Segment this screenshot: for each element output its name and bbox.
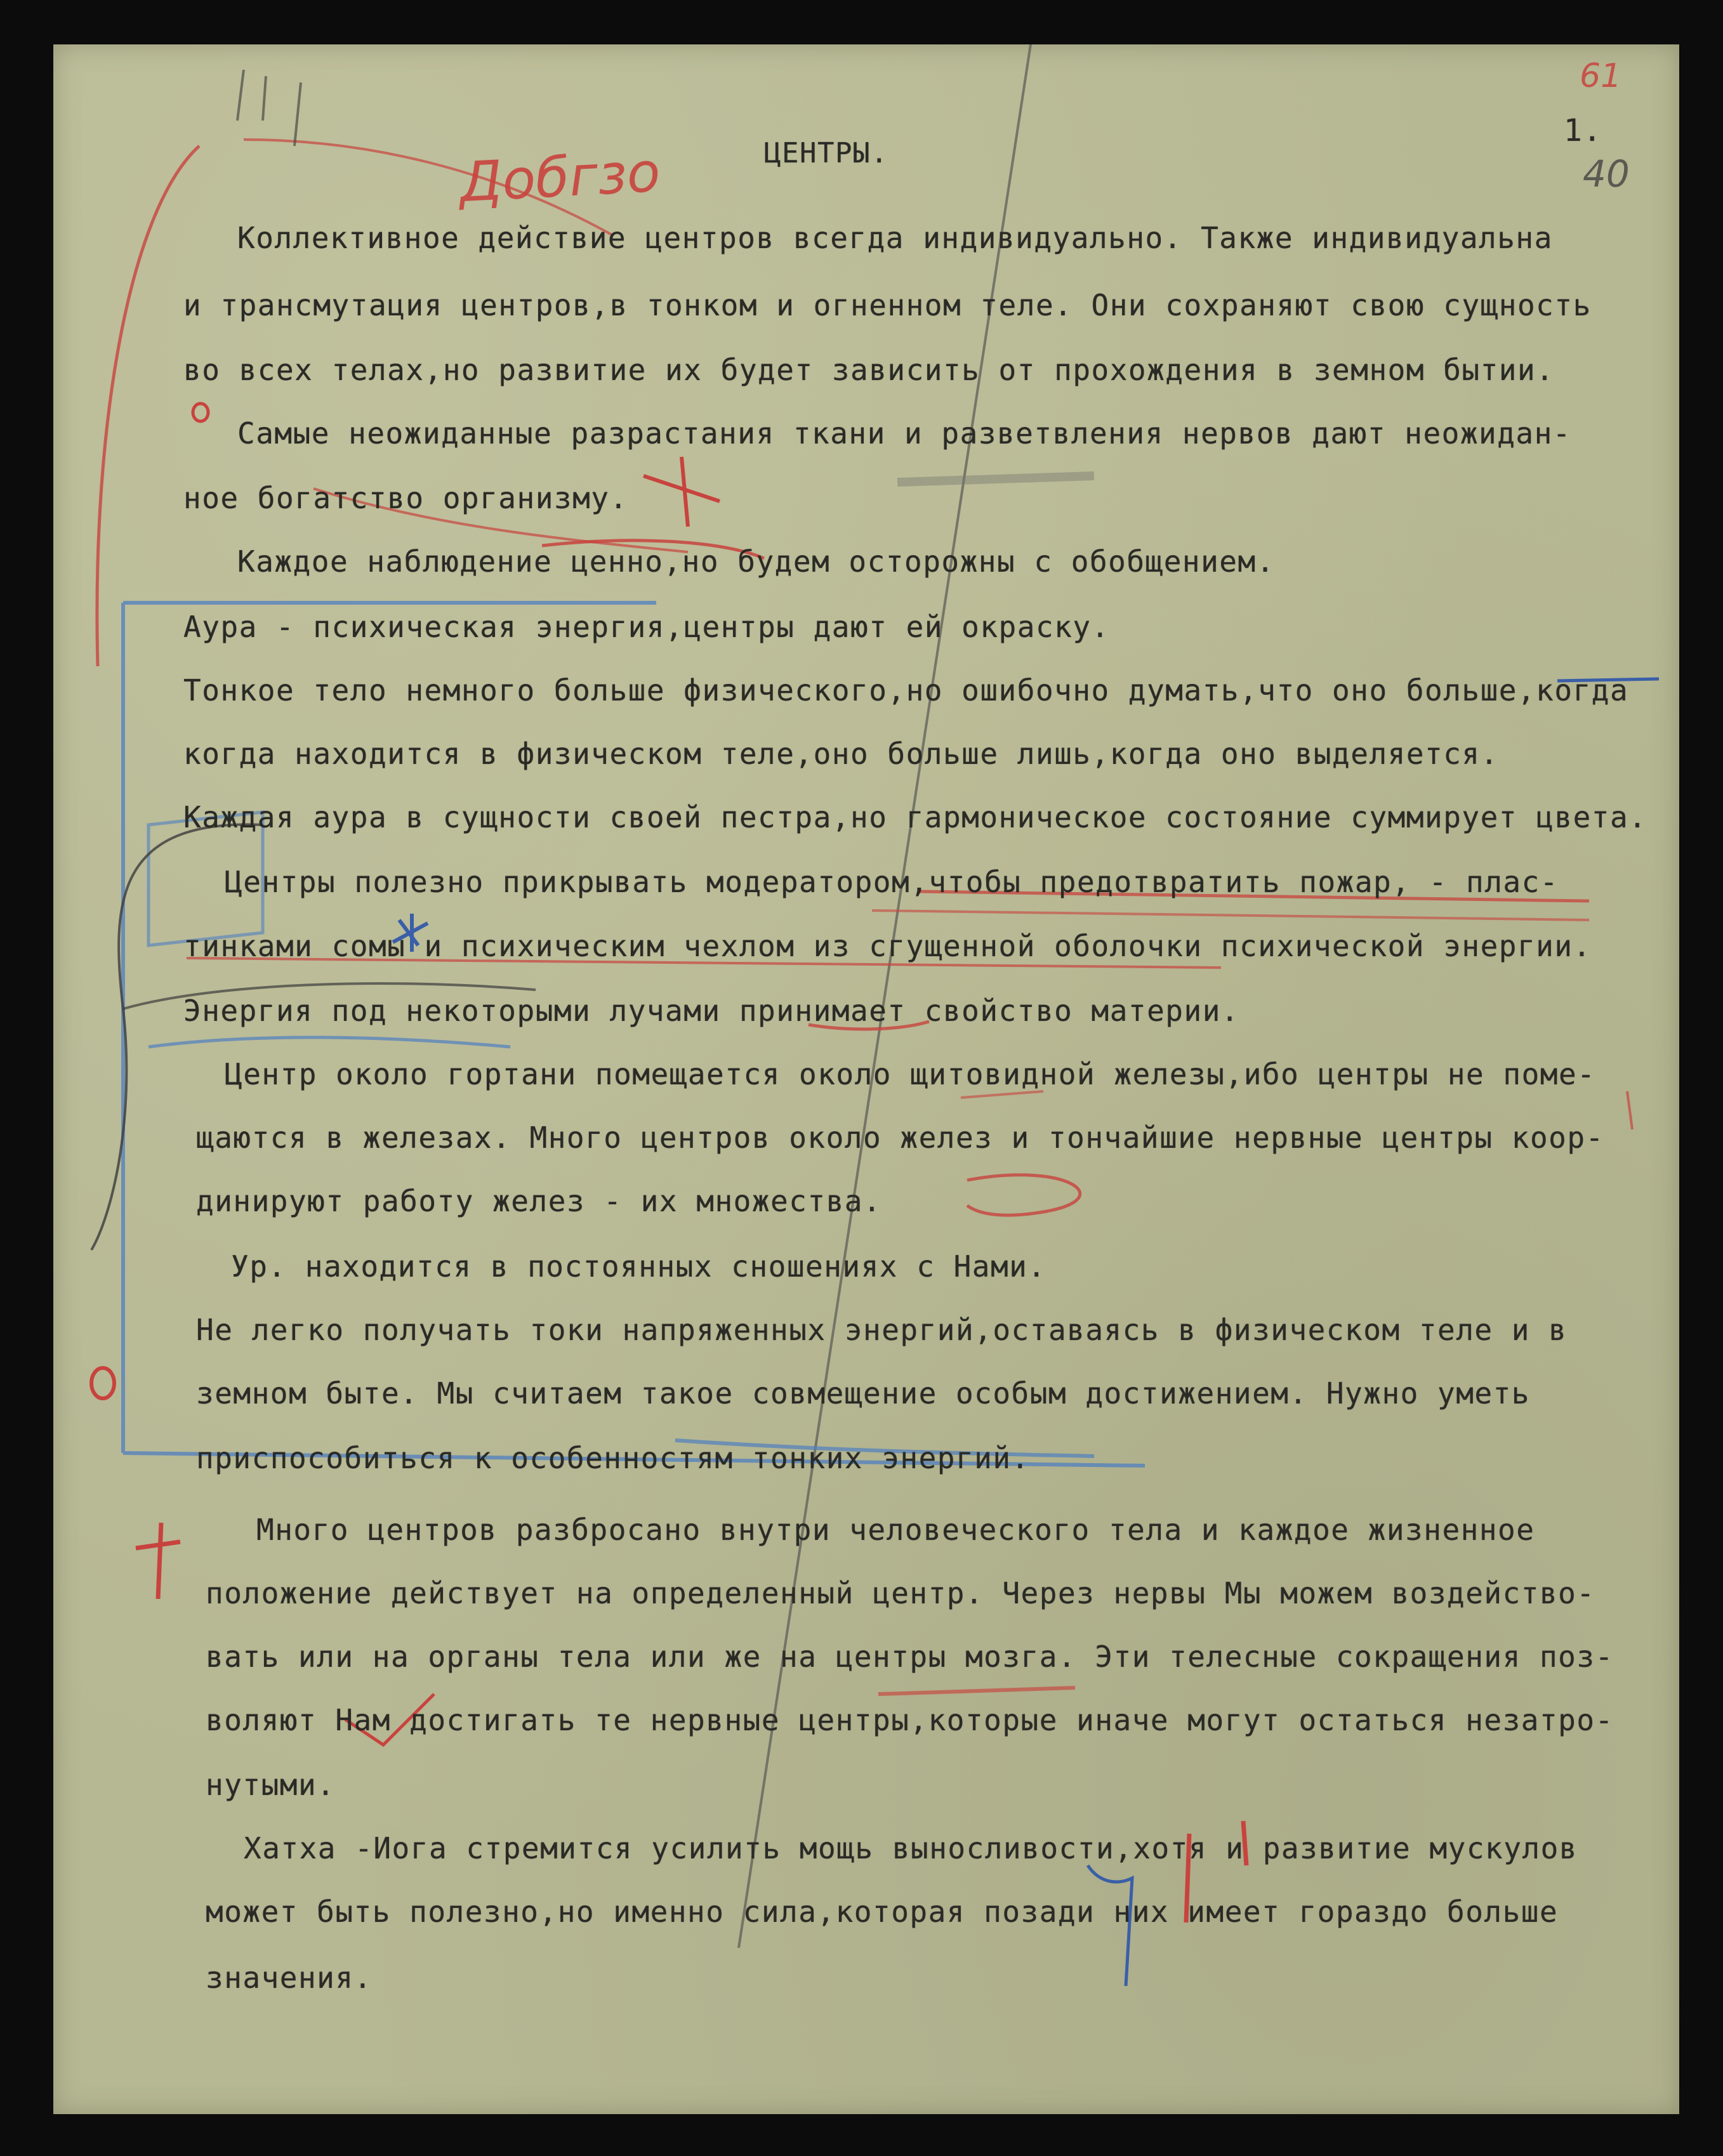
text-line: Не легко получать токи напряженных энергий,оставаясь в физическом теле и в <box>196 1313 1568 1347</box>
text-line: Аура - психическая энергия,центры дают ей окраску. <box>183 610 1110 644</box>
text-line: значения. <box>206 1961 373 1995</box>
handwritten-folio-number: 40 <box>1583 152 1630 195</box>
text-line: Самые неожиданные разрастания ткани и разветвления нервов дают неожидан- <box>237 416 1571 450</box>
text-line: когда находится в физическом теле,оно больше лишь,когда оно выделяется. <box>183 737 1499 771</box>
text-line: во всех телах,но развитие их будет зависить от прохождения в земном бытии. <box>183 353 1555 387</box>
text-line: тинками сомы и психическим чехлом из сгущенной оболочки психической энергии. <box>183 929 1592 963</box>
text-line: Энергия под некоторыми лучами принимает свойство материи. <box>183 994 1240 1028</box>
text-line: нутыми. <box>206 1768 336 1802</box>
text-line: щаются в железах. Много центров около желез и тончайшие нервные центры коор- <box>196 1121 1604 1155</box>
text-line: Хатха -Иога стремится усилить мощь выносливости,хотя и развитие мускулов <box>244 1831 1578 1865</box>
text-line: Тонкое тело немного больше физического,но ошибочно думать,что оно больше,когда <box>183 673 1629 707</box>
text-line: Центр около гортани помещается около щитовидной железы,ибо центры не поме- <box>225 1057 1596 1091</box>
handwritten-red-note: Добгзо <box>458 140 662 215</box>
text-line: может быть полезно,но именно сила,которая позади них имеет гораздо больше <box>206 1895 1559 1929</box>
text-line: Ур. находится в постоянных сношениях с Нами. <box>231 1249 1046 1284</box>
page-title: ЦЕНТРЫ. <box>764 137 888 169</box>
text-line: воляют Нам достигать те нервные центры,которые иначе могут остаться незатро- <box>206 1703 1614 1737</box>
text-line: Каждое наблюдение ценно,но будем осторожны с обобщением. <box>237 544 1275 579</box>
text-line: вать или на органы тела или же на центры мозга. Эти телесные сокращения поз- <box>206 1640 1614 1674</box>
document-page <box>53 44 1679 2114</box>
page-number: 1. <box>1564 113 1602 148</box>
text-line: динируют работу желез - их множества. <box>196 1184 882 1218</box>
text-line: и трансмутация центров,в тонком и огненном теле. Они сохраняют свою сущность <box>183 288 1592 322</box>
text-line: Центры полезно прикрывать модератором,чтобы предотвратить пожар, - плас- <box>225 865 1559 899</box>
text-line: Каждая аура в сущности своей пестра,но гармоническое состояние суммирует цвета. <box>183 800 1647 834</box>
text-line: земном быте. Мы считаем такое совмещение особым достижением. Нужно уметь <box>196 1376 1530 1410</box>
text-line: приспособиться к особенностям тонких энергий. <box>196 1441 1030 1475</box>
text-line: ное богатство организму. <box>183 481 628 515</box>
text-line: Много центров разбросано внутри человеческого тела и каждое жизненное <box>256 1513 1535 1547</box>
handwritten-red-number: 61 <box>1580 57 1622 95</box>
text-line: положение действует на определенный центр. Через нервы Мы можем воздейство- <box>206 1576 1595 1610</box>
text-line: Коллективное действие центров всегда индивидуально. Также индивидуальна <box>237 221 1553 255</box>
